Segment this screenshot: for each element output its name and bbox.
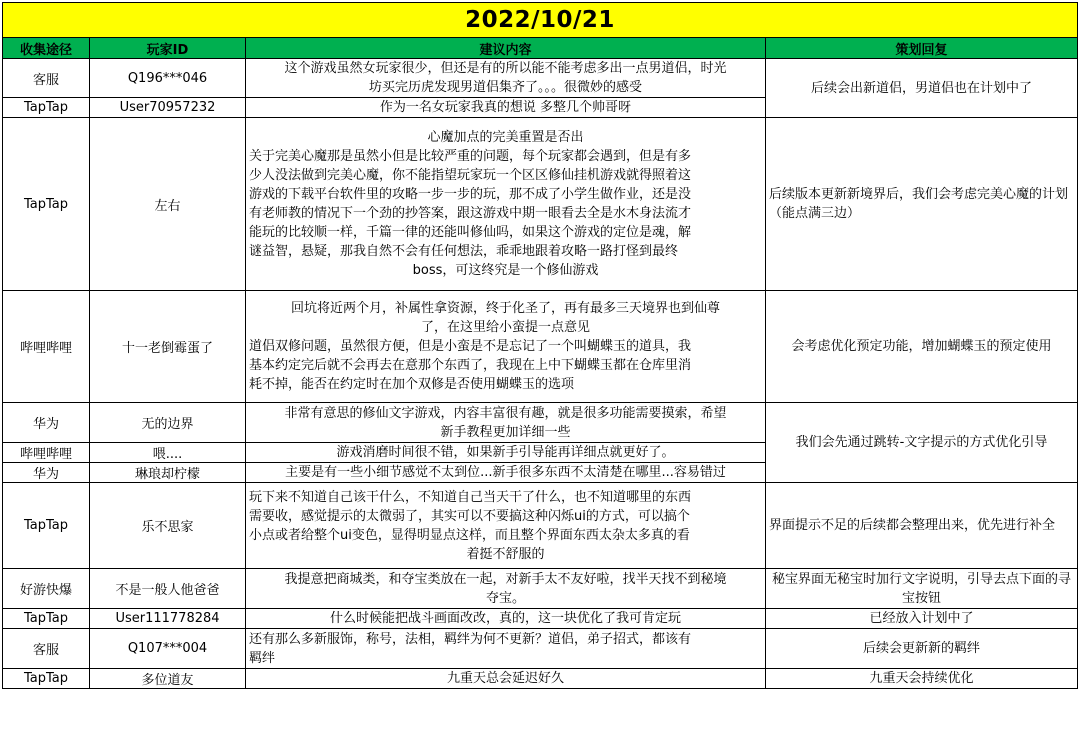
- suggestion-line: 能玩的比较顺一样，千篇一律的还能叫修仙吗，如果这个游戏的定位是魂，解: [249, 225, 692, 240]
- suggestion-line: 九重天总会延迟好久: [446, 671, 564, 686]
- source-cell: 客服: [3, 629, 90, 669]
- source-cell: 华为: [3, 403, 90, 443]
- suggestion-line: 基本约定完后就不会再去在意那个东西了，我现在上中下蝴蝶玉都在仓库里消: [249, 358, 692, 373]
- suggestion-line: 夺宝。: [485, 590, 525, 606]
- reply-cell: 后续会更新新的羁绊: [766, 629, 1078, 669]
- reply-cell: 界面提示不足的后续都会整理出来，优先进行补全: [766, 483, 1078, 569]
- suggestion-line: 小点或者给整个ui变色，显得明显点这样，而且整个界面东西太杂太多真的看: [249, 527, 690, 543]
- header-suggestion: 建议内容: [246, 38, 766, 59]
- reply-cell: 我们会先通过跳转-文字提示的方式优化引导: [766, 403, 1078, 483]
- source-cell: TapTap: [3, 98, 90, 118]
- player-id-cell: Q196***046: [90, 59, 246, 98]
- source-cell: TapTap: [3, 483, 90, 569]
- table-row: [3, 629, 1078, 669]
- suggestion-line: 少人没法做到完美心魔，你不能指望玩家玩一个区区修仙挂机游戏就得照着这: [249, 168, 692, 183]
- table-row: [3, 59, 1078, 98]
- suggestion-line: 耗不掉，能否在约定时在加个双修是否使用蝴蝶玉的选项: [249, 377, 575, 392]
- suggestion-cell: [246, 443, 766, 463]
- header-reply: 策划回复: [766, 38, 1078, 59]
- source-cell: 哔哩哔哩: [3, 443, 90, 463]
- suggestion-line: 谜益智，悬疑，那我自然不会有任何想法，乖乖地跟着攻略一路打怪到最终: [249, 244, 679, 259]
- reply-cell: 会考虑优化预定功能，增加蝴蝶玉的预定使用: [766, 291, 1078, 403]
- date-title: 2022/10/21: [3, 3, 1078, 38]
- reply-cell: 后续版本更新新境界后，我们会考虑完美心魔的计划（能点满三边）: [766, 118, 1078, 291]
- table-row: [3, 403, 1078, 443]
- player-id-cell: 多位道友: [90, 669, 246, 689]
- player-id-cell: 琳琅却柠檬: [90, 463, 246, 483]
- reply-cell: 秘宝界面无秘宝时加行文字说明，引导去点下面的寻宝按钮: [766, 569, 1078, 609]
- table-row: [3, 569, 1078, 609]
- suggestion-cell: [246, 59, 766, 98]
- source-cell: TapTap: [3, 609, 90, 629]
- source-cell: 华为: [3, 463, 90, 483]
- player-id-cell: User111778284: [90, 609, 246, 629]
- table-row: [3, 609, 1078, 629]
- player-id-cell: 乐不思家: [90, 483, 246, 569]
- suggestion-cell: [246, 463, 766, 483]
- table-row: [3, 118, 1078, 291]
- feedback-table: [2, 2, 1078, 689]
- suggestion-line: 我提意把商城类，和夺宝类放在一起，对新手太不友好啦，找半天找不到秘境: [284, 571, 727, 587]
- player-id-cell: 无的边界: [90, 403, 246, 443]
- player-id-cell: 喂....: [90, 443, 246, 463]
- player-id-cell: 不是一般人他爸爸: [90, 569, 246, 609]
- suggestion-cell: [246, 403, 766, 443]
- suggestion-cell: [246, 483, 766, 569]
- reply-cell: 已经放入计划中了: [766, 609, 1078, 629]
- table-row: [3, 483, 1078, 569]
- suggestion-line: 了，在这里给小蛮提一点意见: [420, 320, 590, 335]
- suggestion-line: 有老师教的情况下一个劲的抄答案，跟这游戏中期一眼看去全是水木身法流才: [249, 206, 692, 221]
- suggestion-line: 新手教程更加详细一些: [440, 424, 571, 440]
- source-cell: 好游快爆: [3, 569, 90, 609]
- suggestion-line: 游戏的下载平台软件里的攻略一步一步的玩，那不成了小学生做作业，还是没: [249, 187, 692, 202]
- header-row: [3, 38, 1078, 59]
- reply-cell: 九重天会持续优化: [766, 669, 1078, 689]
- table-row: [3, 291, 1078, 403]
- suggestion-cell: [246, 609, 766, 629]
- suggestion-line: 非常有意思的修仙文字游戏，内容丰富很有趣，就是很多功能需要摸索，希望: [284, 405, 727, 421]
- suggestion-line: 这个游戏虽然女玩家很少，但还是有的所以能不能考虑多出一点男道侣，时光: [284, 61, 727, 76]
- suggestion-line: 主要是有一些小细节感觉不太到位...新手很多东西不太清楚在哪里...容易错过: [285, 465, 726, 480]
- table-row: [3, 669, 1078, 689]
- header-player-id: 玩家ID: [90, 38, 246, 59]
- suggestion-line: 羁绊: [249, 650, 276, 666]
- suggestion-line: 坊买完历虎发现男道侣集齐了。。。很微妙的感受: [368, 80, 642, 95]
- suggestion-line: 着挺不舒服的: [466, 546, 545, 562]
- suggestion-cell: [246, 569, 766, 609]
- suggestion-cell: [246, 118, 766, 291]
- source-cell: 哔哩哔哩: [3, 291, 90, 403]
- suggestion-line: 道侣双修问题，虽然很方便，但是小蛮是不是忘记了一个叫蝴蝶玉的道具，我: [249, 339, 692, 354]
- player-id-cell: 左右: [90, 118, 246, 291]
- suggestion-line: 作为一名女玩家我真的想说 多整几个帅哥呀: [379, 100, 632, 115]
- player-id-cell: User70957232: [90, 98, 246, 118]
- suggestion-line: 什么时候能把战斗画面改改，真的，这一块优化了我可肯定玩: [329, 611, 681, 626]
- suggestion-line: 游戏消磨时间很不错，如果新手引导能再详细点就更好了。: [336, 445, 675, 460]
- suggestion-line: 关于完美心魔那是虽然小但是比较严重的问题，每个玩家都会遇到，但是有多: [249, 149, 692, 164]
- suggestion-line: boss，可这终究是一个修仙游戏: [412, 263, 599, 278]
- suggestion-line: 还有那么多新服饰，称号，法相，羁绊为何不更新？道侣，弟子招式，都该有: [249, 631, 692, 647]
- reply-cell: 后续会出新道侣，男道侣也在计划中了: [766, 59, 1078, 118]
- suggestion-cell: [246, 629, 766, 669]
- suggestion-line: 心魔加点的完美重置是否出: [427, 130, 584, 145]
- suggestion-cell: [246, 669, 766, 689]
- suggestion-line: 需要收，感觉提示的太微弱了，其实可以不要搞这种闪烁ui的方式，可以搞个: [249, 508, 690, 524]
- suggestion-cell: [246, 98, 766, 118]
- header-source: 收集途径: [3, 38, 90, 59]
- source-cell: TapTap: [3, 118, 90, 291]
- feedback-sheet: [2, 2, 1078, 689]
- source-cell: TapTap: [3, 669, 90, 689]
- player-id-cell: 十一老倒霉蛋了: [90, 291, 246, 403]
- player-id-cell: Q107***004: [90, 629, 246, 669]
- suggestion-cell: [246, 291, 766, 403]
- suggestion-line: 回坑将近两个月，补属性拿资源，终于化圣了，再有最多三天境界也到仙尊: [290, 301, 720, 316]
- suggestion-line: 玩下来不知道自己该干什么，不知道自己当天干了什么，也不知道哪里的东西: [249, 489, 692, 505]
- source-cell: 客服: [3, 59, 90, 98]
